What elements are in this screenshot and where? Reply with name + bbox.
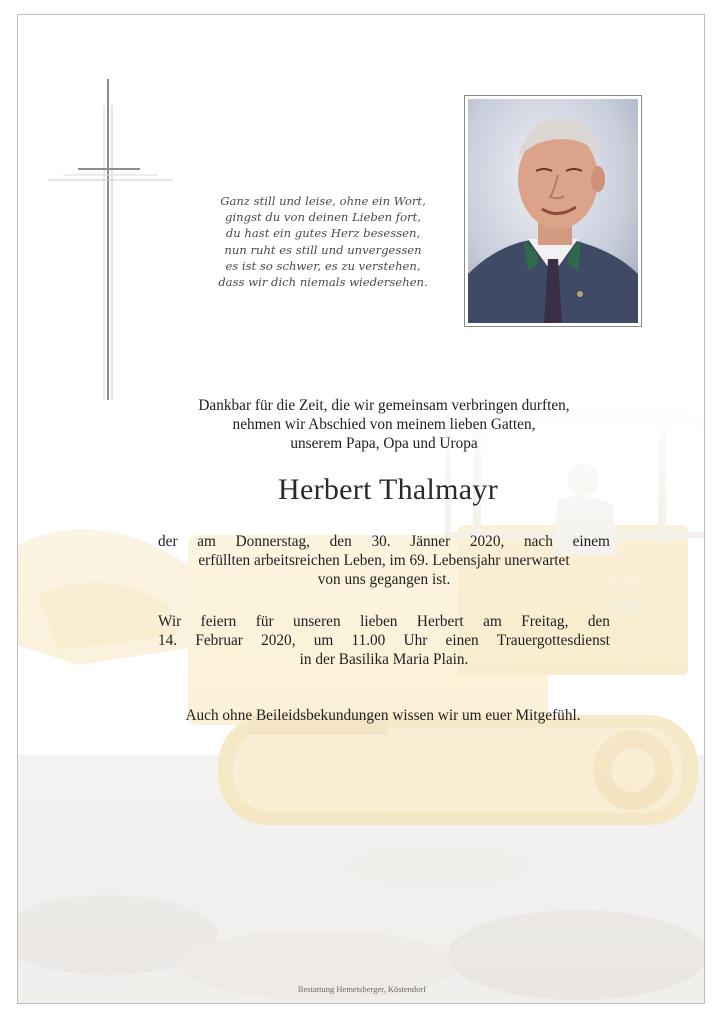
paragraph-line: von uns gegangen ist.: [317, 571, 451, 588]
word: am: [197, 533, 216, 550]
word: den: [587, 613, 610, 630]
word: der: [158, 533, 178, 550]
word: 14.: [158, 632, 178, 649]
word: feiern: [200, 613, 237, 630]
poem: [178, 193, 468, 290]
portrait-photo-frame: [464, 95, 642, 327]
poem-line: es ist so schwer, es zu verstehen,: [225, 258, 421, 273]
poem-line: du hast ein gutes Herz besessen,: [225, 226, 421, 241]
service-paragraph: [158, 612, 610, 669]
word: nach: [523, 533, 553, 550]
poem-line: dass wir dich niemals wiedersehen.: [218, 275, 428, 290]
word: Uhr: [403, 632, 428, 649]
word: lieben: [360, 613, 398, 630]
death-notice-paragraph: [158, 532, 610, 589]
word: für: [255, 613, 274, 630]
word: Trauergottesdienst: [496, 632, 610, 649]
word: Februar: [195, 632, 243, 649]
word: am: [483, 613, 502, 630]
word: Jänner: [410, 533, 451, 550]
intro-line: unserem Papa, Opa und Uropa: [290, 435, 478, 452]
word: 30.: [371, 533, 391, 550]
poem-line: nun ruht es still und unvergessen: [224, 242, 422, 257]
deceased-name: Herbert Thalmayr: [278, 473, 498, 506]
word: den: [329, 533, 352, 550]
word: Freitag,: [521, 613, 569, 630]
poem-line: Ganz still und leise, ohne ein Wort,: [220, 194, 426, 208]
closing-sentence: Auch ohne Beileidsbekundungen wissen wir um euer Mitgefühl.: [185, 707, 581, 724]
word: einem: [572, 533, 610, 550]
intro-line: Dankbar für die Zeit, die wir gemeinsam verbringen durften,: [198, 397, 570, 414]
portrait-photo: [468, 99, 638, 323]
paragraph-line: [158, 631, 610, 650]
poem-line: gingst du von deinen Lieben fort,: [225, 210, 421, 225]
word: einen: [445, 632, 479, 649]
intro-line: nehmen wir Abschied von meinem lieben Gatten,: [232, 416, 536, 433]
word: 11.00: [351, 632, 386, 649]
obituary-page: [17, 14, 705, 1004]
intro-text: [158, 396, 610, 453]
funeral-home-credit: Bestattung Hemetsberger, Köstendorf: [297, 984, 427, 994]
word: 2020,: [261, 632, 296, 649]
paragraph-line: in der Basilika Maria Plain.: [299, 651, 469, 668]
paragraph-line: [158, 532, 610, 551]
word: unseren: [293, 613, 341, 630]
word: Herbert: [416, 613, 464, 630]
word: Wir: [158, 613, 182, 630]
word: 2020,: [469, 533, 505, 550]
paragraph-line: erfüllten arbeitsreichen Leben, im 69. Lebensjahr unerwartet: [198, 552, 570, 569]
paragraph-line: [158, 612, 610, 631]
word: um: [313, 632, 334, 649]
word: Donnerstag,: [235, 533, 310, 550]
